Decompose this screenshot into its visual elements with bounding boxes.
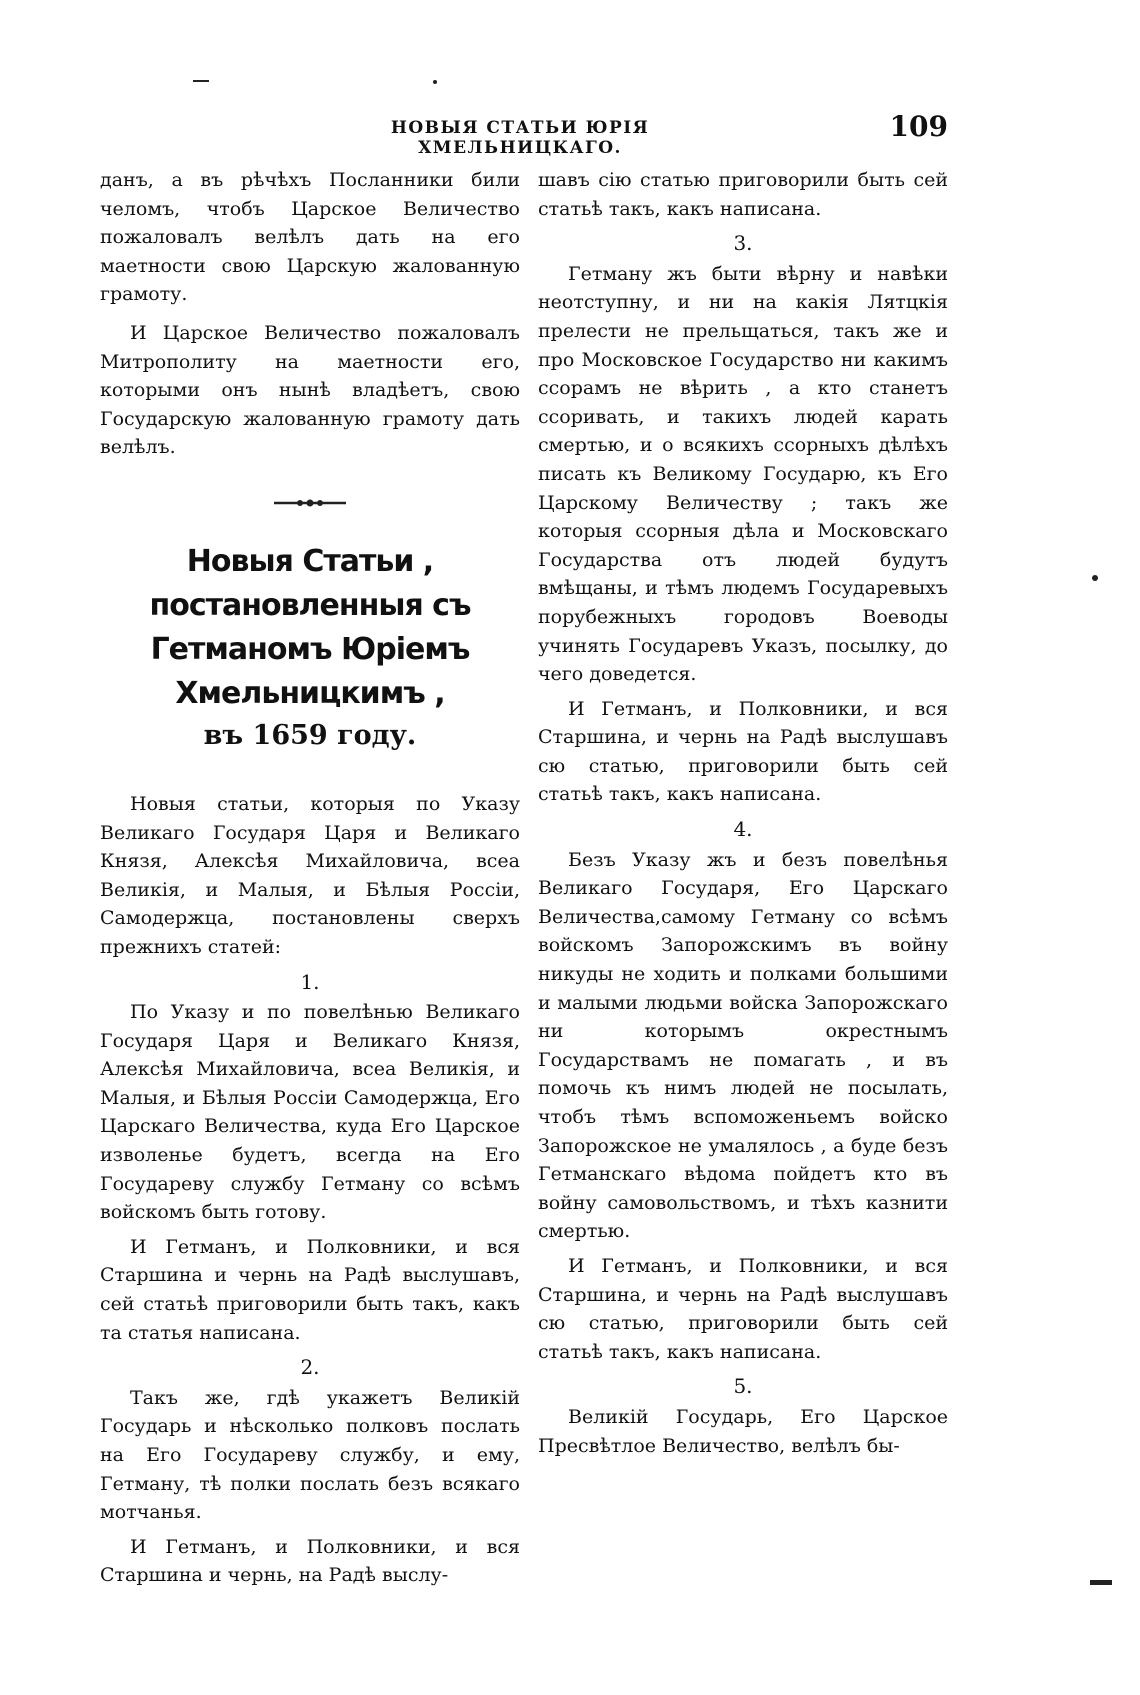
article-text: Великій Государь, Его Царское Пресвѣтлое Величество, велѣлъ бы- [538, 1405, 948, 1457]
left-column [100, 166, 520, 1590]
article-response: И Гетманъ, и Полковники, и вся Старшина и чернь, на Радѣ выслу- [100, 1535, 520, 1587]
article-response: И Гетманъ, и Полковники, и вся Старшина, и чернь на Радѣ выслушавъ сю статью, приговорили быть сей статьѣ такъ, какъ написана. [538, 1254, 948, 1363]
article-number: 2. [300, 1355, 320, 1380]
intro-paragraph: Новыя статьи, которыя по Указу Великаго Государя Царя и Великаго Князя, Алексѣя Михайловича, всеа Великія, и Малыя, и Бѣлыя Россіи, Самодержца, постановлены сверхъ прежнихъ статей: [100, 792, 520, 958]
article-number: 4. [733, 817, 753, 842]
section-title-line: Новыя Статьи , постановленныя съ [149, 543, 471, 623]
scan-mark [1090, 1580, 1112, 1585]
article-response: И Гетманъ, и Полковники, и вся Старшина и чернь на Радѣ выслушавъ, сей статьѣ приговорили быть такъ, какъ та статья написана. [100, 1235, 520, 1344]
right-column [538, 166, 948, 1460]
ornament-icon [270, 498, 350, 508]
article-text: Такъ же, гдѣ укажетъ Великій Государь и нѣсколько полковъ послать на Его Государеву службу, и ему, Гетману, тѣ полки послать безъ всякаго мотчанья. [100, 1386, 520, 1524]
section-title-line: Гетманомъ Юріемъ Хмельницкимъ , [150, 631, 470, 711]
section-title-line: въ 1659 году. [203, 719, 417, 751]
article-text: Безъ Указу жъ и безъ повелѣнья Великаго Государя, Его Царскаго Величества,самому Гетману со всѣмъ войскомъ Запорожскимъ въ войну никуды не ходить и полками большими и малыми людьми войска Запорожскаго ни которымъ окрестнымъ Государствамъ не помагать , и въ помочь къ нимъ людей не посылать, чтобъ тѣмъ вспоможеньемъ войско Запорожское не умалялось , а буде безъ Гетманскаго вѣдома пойдетъ кто въ войну самовольствомъ, и тѣхъ казнити смертью. [538, 848, 948, 1243]
scan-mark [193, 80, 209, 82]
page-number: 109 [889, 110, 948, 143]
running-header: НОВЫЯ СТАТЬИ ЮРІЯ ХМЕЛЬНИЦКАГО. [390, 118, 650, 158]
divider-ornament [100, 486, 520, 520]
article-number: 1. [300, 969, 320, 994]
article-text: По Указу и по повелѣнью Великаго Государя Царя и Великаго Князя, Алексѣя Михайловича, всеа Великія, и Малыя, и Бѣлыя Россіи Самодержца, Его Царскаго Величества, куда Его Царское изволенье будетъ, всегда на Его Государеву службу Гетману со всѣмъ войскомъ быть готову. [100, 1001, 520, 1224]
article-response: И Гетманъ, и Полковники, и вся Старшина, и чернь на Радѣ выслушавъ сю статью, приговорили быть сей статьѣ такъ, какъ написана. [538, 697, 948, 806]
paragraph: шавъ сію статью приговорили быть сей статьѣ такъ, какъ написана. [538, 169, 948, 220]
article-number: 5. [733, 1374, 753, 1399]
paragraph: И Царское Величество пожаловалъ Митрополиту на маетности его, которыми онъ нынѣ владѣетъ, свою Государскую жалованную грамоту дать велѣлъ. [100, 321, 520, 459]
scan-mark [433, 80, 437, 84]
article-number: 3. [733, 231, 753, 256]
article-text: Гетману жъ быти вѣрну и навѣки неотступну, и ни на какія Лятцкія прелести не прельщаться, такъ же и про Московское Государство ни какимъ ссорамъ не вѣрить , а кто станетъ ссоривать, и такихъ людей карать смертью, и о всякихъ ссорныхъ дѣлѣхъ писать къ Великому Государю, къ Его Царскому Величеству ; такъ же которыя ссорныя дѣла и Московскаго Государства отъ людей будутъ вмѣщаны, и тѣмъ людемъ Государевыхъ порубежныхъ городовъ Воеводы учинять Государевъ Указъ, посылку, до чего доведется. [538, 262, 948, 686]
paragraph: данъ, а въ рѣчѣхъ Посланники били челомъ, чтобъ Царское Величество пожаловалъ велѣлъ дать на его маетности свою Царскую жалованную грамоту. [100, 169, 520, 306]
scan-mark [1092, 575, 1098, 581]
